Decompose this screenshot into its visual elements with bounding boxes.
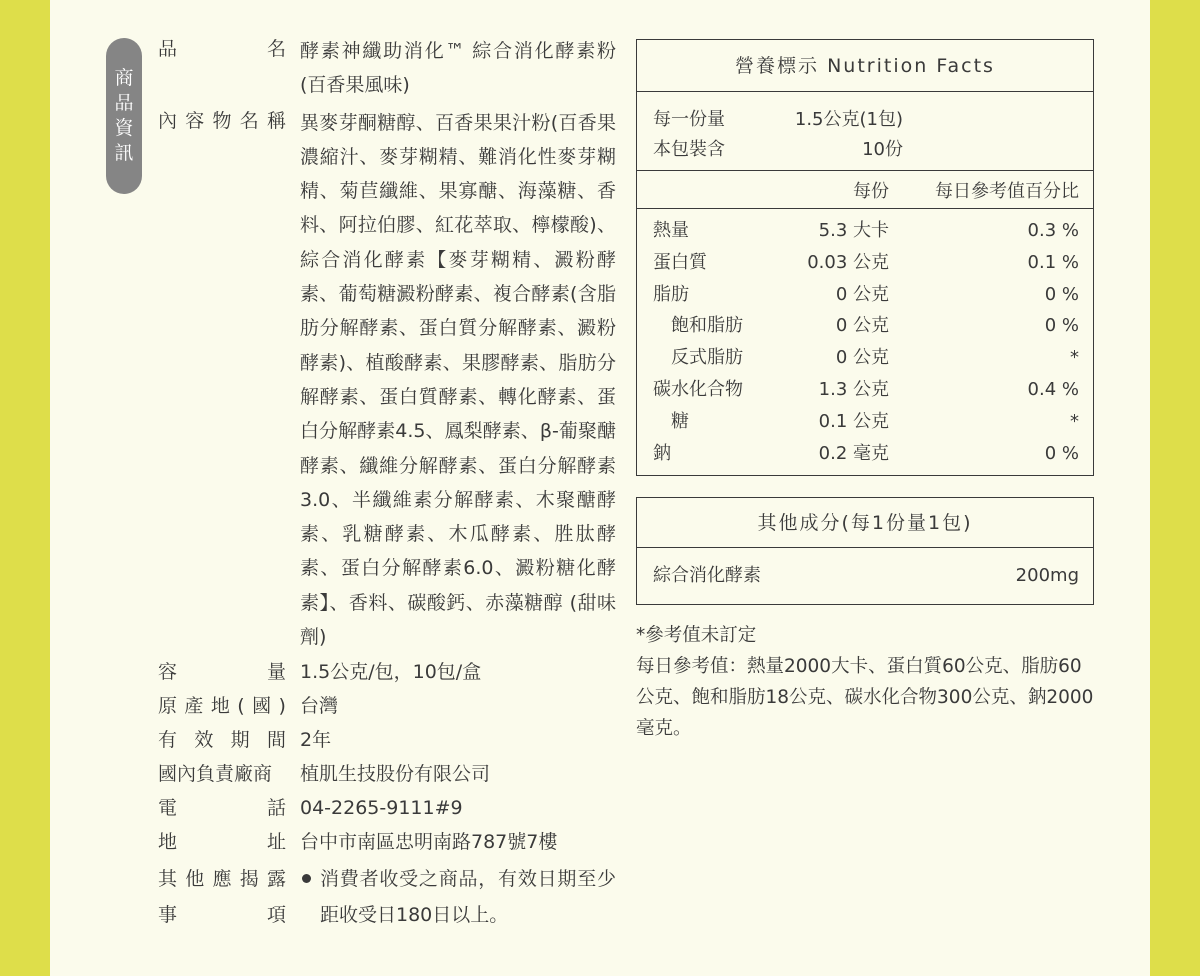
info-row-manufacturer xyxy=(158,759,618,790)
nutrition-row: 碳水化合物 1.3 公克 0.4 % xyxy=(653,378,1079,400)
other-ingredient-value: 200mg xyxy=(1015,565,1079,586)
servings-row xyxy=(653,135,1093,165)
footnote-undefined: *參考值未訂定 xyxy=(636,625,757,646)
nutrition-row: 鈉 0.2 毫克 0 % xyxy=(653,442,1079,464)
servings-label: 本包裝含 xyxy=(653,139,725,160)
info-row-notice xyxy=(158,861,618,933)
right-decor-bar xyxy=(1150,0,1200,976)
info-value-volume: 1.5公克/包，10包/盒 xyxy=(300,661,482,684)
nutrition-rows xyxy=(637,209,1093,469)
serving-info xyxy=(637,92,1093,171)
info-value-origin: 台灣 xyxy=(300,695,339,718)
info-row-phone xyxy=(158,793,618,824)
info-row-volume xyxy=(158,657,618,688)
nutrition-row: 蛋白質 0.03 公克 0.1 % xyxy=(653,251,1079,273)
info-label-name: 品 名 xyxy=(158,38,286,60)
other-ingredient-row xyxy=(637,548,1093,604)
product-info-list xyxy=(158,34,618,936)
col-daily-pct: 每日參考值百分比 xyxy=(935,180,1079,202)
info-row-origin xyxy=(158,691,618,722)
info-label-origin: 原 產 地 ( 國 ) xyxy=(158,695,286,718)
tag-char: 訊 xyxy=(114,142,134,164)
notice-item: 消費者收受之商品，有效日期至少距收受日180日以上。 xyxy=(300,861,616,933)
nutrition-facts-table xyxy=(636,39,1094,476)
nutrition-column-header xyxy=(637,171,1093,209)
tag-char: 資 xyxy=(114,117,134,139)
footnotes xyxy=(636,620,1096,744)
info-row-ingredients xyxy=(158,106,618,655)
nutrition-row: 脂肪 0 公克 0 % xyxy=(653,283,1079,305)
info-row-address xyxy=(158,827,618,858)
info-value-phone: 04-2265-9111#9 xyxy=(300,797,463,820)
info-row-shelf-life xyxy=(158,725,618,756)
info-value-manufacturer: 植肌生技股份有限公司 xyxy=(300,763,491,786)
info-label-notice: 其 他 應 揭 露 事 項 xyxy=(158,868,286,927)
info-value-notice xyxy=(300,861,616,933)
info-label-shelf-life: 有 效 期 間 xyxy=(158,729,286,752)
info-label-address: 地 址 xyxy=(158,831,286,854)
info-value-shelf-life: 2年 xyxy=(300,729,332,752)
col-per-serving: 每份 xyxy=(853,180,889,202)
info-value-address: 台中市南區忠明南路787號7樓 xyxy=(300,831,558,854)
info-label-manufacturer: 國內負責廠商 xyxy=(158,763,273,786)
tag-char: 品 xyxy=(114,92,134,114)
info-label-phone: 電 話 xyxy=(158,797,286,820)
servings-value: 10份 xyxy=(862,139,903,160)
info-label-volume: 容 量 xyxy=(158,661,286,684)
serving-size-label: 每一份量 xyxy=(653,109,725,130)
footnote-daily-reference: 每日參考值：熱量2000大卡、蛋白質60公克、脂肪60公克、飽和脂肪18公克、碳水化合物300公克、鈉2000毫克。 xyxy=(636,656,1094,739)
nutrition-row: 反式脂肪 0 公克 * xyxy=(671,347,1079,369)
info-value-name: 酵素神纖助消化™ 綜合消化酵素粉(百香果風味) xyxy=(300,40,616,97)
nutrition-title: 營養標示 Nutrition Facts xyxy=(637,40,1093,92)
other-ingredient-name: 綜合消化酵素 xyxy=(653,565,761,586)
nutrition-row: 飽和脂肪 0 公克 0 % xyxy=(671,315,1079,337)
info-label-ingredients: 內 容 物 名 稱 xyxy=(158,109,286,132)
info-value-ingredients: 異麥芽酮糖醇、百香果果汁粉(百香果濃縮汁、麥芽糊精、難消化性麥芽糊精、菊苣纖維、果寡醣、海藻糖、香料、阿拉伯膠、紅花萃取、檸檬酸)、綜合消化酵素【麥芽糊精、澱粉酵素、葡萄糖澱粉酵素、複合酵素(含脂肪分解酵素、蛋白質分解酵素、澱粉酵素)、植酸酵素、果膠酵素、脂肪分解酵素、蛋白質酵素、轉化酵素、蛋白分解酵素4.5、鳳梨酵素、β-葡聚醣酵素、纖維分解酵素、蛋白分解酵素3.0、半纖維素分解酵素、木聚醣酵素、乳糖酵素、木瓜酵素、胜肽酵素、蛋白分解酵素6.0、澱粉糖化酵素】、香料、碳酸鈣、赤藻糖醇 (甜味劑) xyxy=(300,111,616,649)
nutrition-row: 熱量 5.3 大卡 0.3 % xyxy=(653,220,1079,241)
serving-size-value: 1.5公克(1包) xyxy=(794,109,903,130)
product-info-tag xyxy=(106,38,142,194)
serving-size-row xyxy=(653,105,1093,135)
other-ingredients-title: 其他成分(每1份量1包) xyxy=(637,498,1093,548)
left-decor-bar xyxy=(0,0,50,976)
info-row-name xyxy=(158,34,618,103)
tag-char: 商 xyxy=(114,67,134,89)
notice-list xyxy=(300,861,616,933)
nutrition-row: 糖 0.1 公克 * xyxy=(671,410,1079,432)
other-ingredients-table xyxy=(636,497,1094,605)
